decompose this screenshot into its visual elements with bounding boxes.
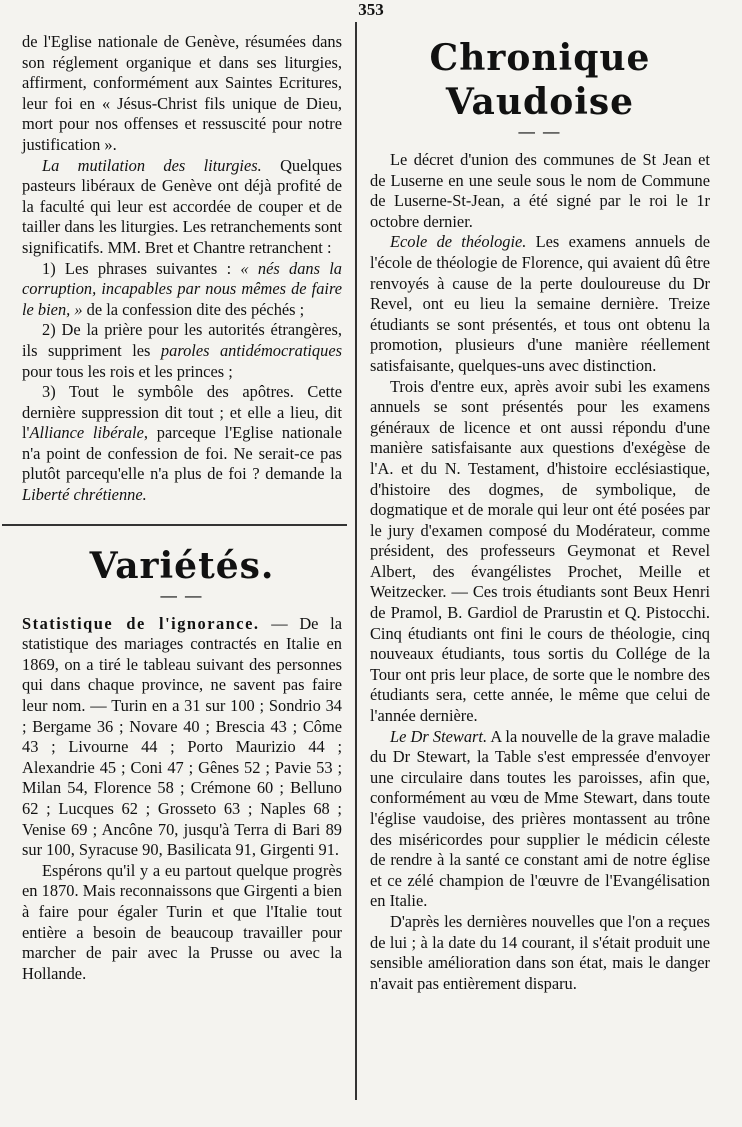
statistics-body: — De la statistique des mariages contractés en Italie en 1869, on a tiré le tableau suivant des personnes qui dans chaque province, ne savent pas faire leur nom. — Turin en a 31 sur 100 ; Sondrio 34 ; Bergame 36 ; Novare 40 ; Brescia 43 ; Côme 43 ; Livourne 44 ; Porto Maurizio 44 ; Alexandrie 45 ; Coni 47 ; Gênes 52 ; Pavie 53 ; Milan 54, Florence 58 ; Crémone 60 ; Belluno 62 ; Lucques 62 ; Grosseto 63 ; Naples 68 ; Venise 69 ; Ancône 70, jusqu'à Terra di Bari 89 sur 100, Syracuse 90, Basilicata 91, Girgenti 91.: [22, 613, 342, 860]
list-item-2-quote: paroles antidémocratiques: [160, 340, 342, 360]
list-item-1: [22, 259, 342, 321]
latest-news-paragraph: D'après les dernières nouvelles que l'on a reçues de lui ; à la date du 14 courant, il s'était produit une sensible amélioration dans son état, mais le danger n'avait pas entièrement disparu.: [370, 911, 710, 993]
school-heading: Ecole de théologie.: [390, 232, 527, 252]
left-column: [22, 32, 342, 984]
varietes-heading: Variétés.: [89, 544, 275, 587]
list-item-2-post: pour tous les rois et les princes ;: [22, 361, 233, 381]
liturgies-body: Quelques pasteurs libéraux de Genève ont déjà profité de la faculté qui leur est accordée de couper et de tailler dans les liturgies. Les retranchements sont significatifs. MM. Bret et Chantre retranchent :: [22, 155, 342, 257]
stewart-heading: Le Dr Stewart.: [390, 726, 488, 746]
exams-paragraph: Trois d'entre eux, après avoir subi les examens annuels se sont présentés pour les examens généraux de licence et ont aussi répondu d'une manière satisfaisante aux questions d'exégèse de l'A. et du N. Testament, d'histoire ecclésiastique, d'histoire des dogmes, de symbolique, de dogmatique et de morale qui leur ont été posées par le jury d'examen composé du Modérateur, comme président, des professeurs Geymonat et Revel Albert, des évangélistes Prochet, Meille et Weitzecker. — Ces trois étudiants sont Beux Henri de Pramol, B. Gardiol de Prarustin et Q. Pistocchi. Cinq étudiants ont fini le cours de théologie, cinq nouveaux étudiants, tous sortis du Collége de la Tour ont pris leur place, de sorte que le nombre des étudiants sera, cette année, le même que celui de l'année dernière.: [370, 376, 710, 726]
list-item-1-pre: 1) Les phrases suivantes :: [42, 258, 241, 278]
chronique-dash: — —: [518, 122, 562, 141]
statistics-heading: Statistique de l'ignorance.: [22, 613, 260, 633]
progress-paragraph: Espérons qu'il y a eu partout quelque progrès en 1870. Mais reconnaissons que Girgenti a bien à faire pour égaler Turin et que l'Italie tout entière a besoin de beaucoup travailler pour marcher de pair avec la Prusse ou avec la Hollande.: [22, 860, 342, 983]
list-item-2-pre: 2) De la prière pour les autorités étrangères, ils suppriment les: [22, 320, 342, 360]
statistics-paragraph: [22, 614, 342, 861]
liturgies-paragraph: [22, 156, 342, 259]
geneva-paragraph: de l'Eglise nationale de Genève, résumées dans son réglement organique et dans ses liturgies, affirment, conformément aux Saintes Ecritures, leur foi en « Jésus-Christ fils unique de Dieu, mort pour nos offenses et ressuscité pour notre justification ».: [22, 32, 342, 154]
right-column: [370, 30, 710, 994]
list-item-3-mid: , parceque l'Eglise nationale n'a point de confession de foi. Ne serait-ce pas plutôt parcequ'elle n'a plus de foi ? demande la: [22, 423, 342, 484]
page-number: 353: [358, 0, 384, 19]
stewart-paragraph: [370, 727, 710, 912]
list-item-3-journal: Alliance libérale: [29, 423, 144, 443]
varietes-dash: — —: [160, 585, 204, 605]
school-body: Les examens annuels de l'école de théologie de Florence, qui avaient dû être renvoyés à cause de la perte douloureuse du Dr Revel, ont eu lieu la semaine dernière. Treize étudiants se sont présentés, et tous ont obtenu la promotion, plusieurs d'une manière réellement satisfaisante, quelques-uns avec distinction.: [370, 232, 710, 375]
section-divider: [2, 524, 347, 526]
list-item-2: [22, 320, 342, 382]
list-item-3-journal-2: Liberté chrétienne.: [22, 485, 147, 505]
liturgies-heading: La mutilation des liturgies.: [42, 155, 262, 175]
stewart-body: A la nouvelle de la grave maladie du Dr Stewart, la Table s'est empressée d'envoyer une circulaire dans toutes les paroisses, afin que, conformément au vœu de Mme Stewart, dans toute l'église vaudoise, des prières montassent au trône des miséricordes pour supplier le médicin céleste de rendre à la santé ce constant ami de notre église et ce zélé champion de l'œuvre de l'Evangélisation en Italie.: [370, 726, 710, 911]
list-item-3-pre: 3) Tout le symbôle des apôtres. Cette dernière suppression dit tout ; et elle a lieu, dit l': [22, 382, 342, 443]
list-item-1-post: de la confession dite des péchés ;: [82, 299, 305, 319]
union-decree-paragraph: Le décret d'union des communes de St Jean et de Luserne en une seule sous le nom de Commune de Luserne-St-Jean, a été signé par le roi le 1r octobre dernier.: [370, 150, 710, 231]
column-divider: [355, 22, 357, 1100]
chronique-heading: Chronique Vaudoise: [429, 37, 651, 123]
school-paragraph: [370, 232, 710, 376]
list-item-3: [22, 382, 342, 506]
list-item-1-quote: « nés dans la corruption, incapables par nous mêmes de faire le bien, »: [22, 258, 342, 319]
